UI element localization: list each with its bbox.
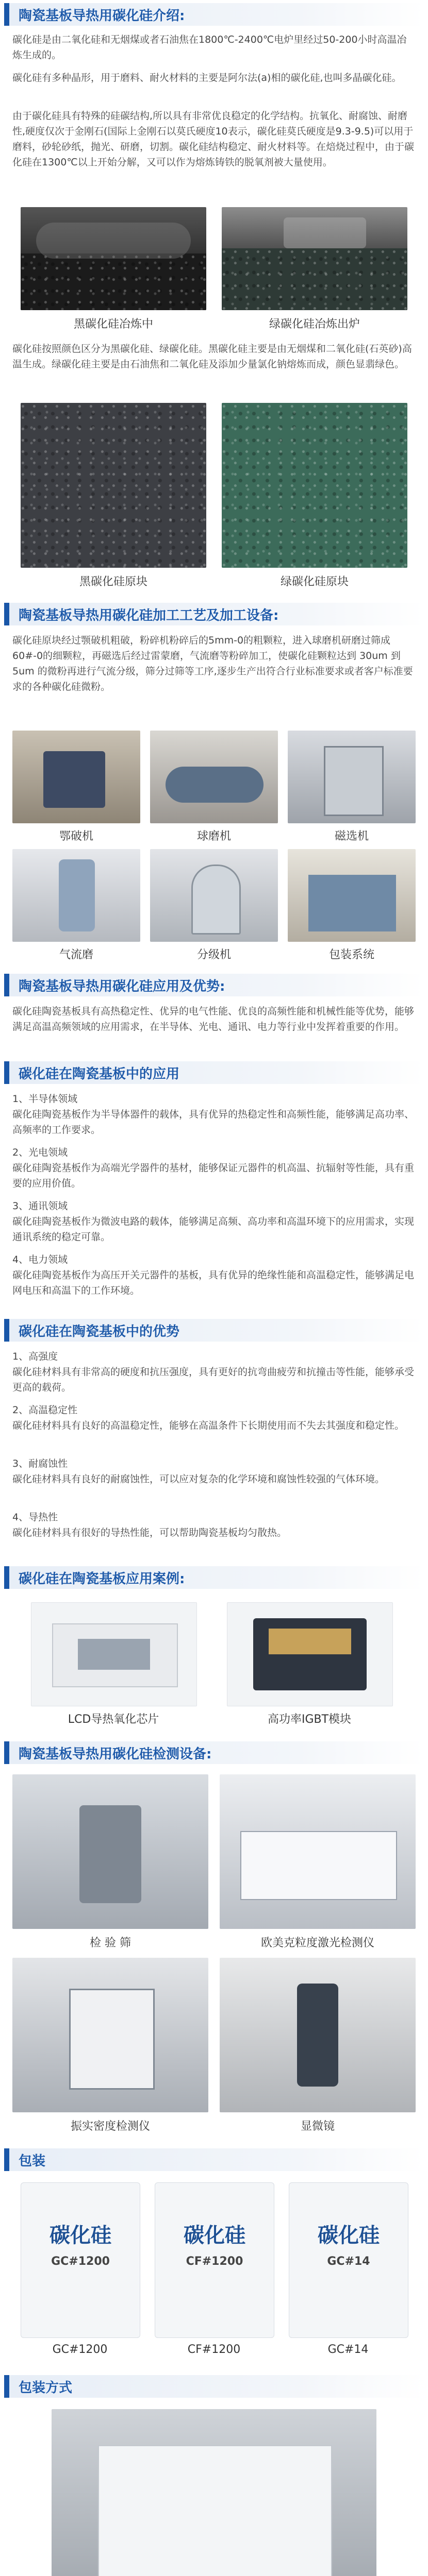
use-4-heading: 4、电力领域 [12, 1254, 68, 1265]
test-sieve-photo [12, 1774, 208, 1929]
section-header-intro [4, 3, 424, 26]
black-sic-lump-photo [21, 403, 206, 568]
caption-igbt-module: 高功率IGBT模块 [267, 1713, 352, 1726]
caption-bag-3: GC#14 [327, 2343, 369, 2356]
green-sic-smelting-photo [222, 207, 407, 310]
caption-green-smelting: 绿碳化硅冶炼出炉 [269, 318, 360, 331]
green-sic-lump-photo [222, 403, 407, 568]
advantage-4-heading: 4、导热性 [12, 1512, 58, 1523]
packaging-bag-1 [21, 2182, 140, 2338]
application-paragraph: 碳化硅陶瓷基板具有高热稳定性、优异的电气性能、优良的高频性能和机械性能等优势，能够满足高温高频领域的应用需求，在半导体、光电、通讯、电力等行业中发挥着重要的作用。 [12, 1006, 415, 1032]
caption-black-lump: 黑碳化硅原块 [79, 575, 147, 588]
bag-spec: GC#1200 [51, 2255, 110, 2268]
section-title: 包装方式 [19, 2380, 73, 2396]
ball-mill-photo [150, 731, 278, 823]
bag-spec: CF#1200 [186, 2255, 243, 2268]
tap-density-tester-photo [12, 1958, 208, 2112]
bag-spec: GC#14 [327, 2255, 370, 2268]
use-2-text: 碳化硅陶瓷基板作为高端光学器件的基材，能够保证元器件的机高温、抗辐射等性能，具有重要的应用价值。 [12, 1162, 415, 1189]
bag-brand: 碳化硅 [318, 2224, 380, 2247]
section-title: 陶瓷基板导热用碳化硅加工工艺及加工设备: [19, 607, 279, 623]
use-2-heading: 2、光电领域 [12, 1147, 68, 1158]
advantage-2-heading: 2、高温稳定性 [12, 1404, 78, 1416]
intro-paragraph-4: 碳化硅按照颜色区分为黑碳化硅、绿碳化硅。黑碳化硅主要是由无烟煤和二氧化硅(石英砂)高温生成。绿碳化硅主要是由石油焦和二氧化硅及添加少量氯化钠熔炼而成，颜色显翡绿色。 [12, 343, 412, 370]
section-header-cases [4, 1566, 424, 1589]
section-title: 陶瓷基板导热用碳化硅介绍: [19, 8, 185, 24]
jet-mill-photo [12, 849, 140, 942]
use-1-heading: 1、半导体领域 [12, 1093, 78, 1105]
caption-lcd-chip: LCD导热氧化芯片 [68, 1713, 159, 1726]
section-header-packaging [4, 2148, 424, 2171]
use-1-text: 碳化硅陶瓷基板作为半导体器件的载体，具有优异的热稳定性和高频性能，能够满足高功率、高频率的工作要求。 [12, 1109, 415, 1136]
caption-jet-mill: 气流磨 [59, 948, 93, 961]
microscope-photo [220, 1958, 416, 2112]
laser-particle-analyzer-photo [220, 1774, 416, 1929]
section-header-advantages [4, 1319, 424, 1342]
caption-magnetic-separator: 磁选机 [334, 830, 369, 843]
section-header-process [4, 603, 424, 625]
magnetic-separator-photo [288, 731, 416, 823]
jaw-crusher-photo [12, 731, 140, 823]
caption-jaw-crusher: 鄂破机 [59, 830, 93, 843]
intro-paragraph-2: 碳化硅有多种晶形，用于磨料、耐火材料的主要是阿尔法(a)相的碳化硅,也叫多晶碳化硅。 [12, 72, 402, 83]
process-paragraph: 碳化硅原块经过颚破机粗破，粉碎机粉碎后的5mm-0的粗颗粒，进入球磨机研磨过筛成 60#-0的细颗粒，再磁选后经过雷蒙磨，气流磨等粉碎加工，使碳化硅颗粒达到 30um 到 5um 的微粉再进行气流分级，筛分过筛等工序,逐步生产出符合行业标准要求或者客户标准要求的各种碳化硅微粉。 [12, 635, 413, 692]
section-header-testing [4, 1741, 424, 1764]
section-header-application [4, 974, 424, 996]
section-title: 碳化硅在陶瓷基板应用案例: [19, 1571, 185, 1587]
black-sic-smelting-photo [21, 207, 206, 310]
caption-tap-density-tester: 振实密度检测仪 [70, 2120, 150, 2133]
caption-classifier: 分级机 [196, 948, 231, 961]
packing-system-photo [288, 849, 416, 942]
advantage-3-heading: 3、耐腐蚀性 [12, 1458, 68, 1469]
use-4-text: 碳化硅陶瓷基板作为高压开关元器件的基板，具有优异的绝缘性能和高温稳定性，能够满足电网电压和高温下的工作环境。 [12, 1269, 415, 1296]
lcd-chip-photo [31, 1602, 197, 1706]
caption-test-sieve: 检 验 筛 [90, 1937, 131, 1950]
section-title: 碳化硅在陶瓷基板中的优势 [19, 1324, 180, 1340]
section-title: 碳化硅在陶瓷基板中的应用 [19, 1066, 180, 1082]
advantage-4-text: 碳化硅材料具有很好的导热性能，可以帮助陶瓷基板均匀散热。 [12, 1527, 287, 1538]
advantage-3-text: 碳化硅材料具有良好的耐腐蚀性，可以应对复杂的化学环境和腐蚀性较强的气体环境。 [12, 1473, 385, 1485]
classifier-photo [150, 849, 278, 942]
caption-bag-2: CF#1200 [187, 2343, 241, 2356]
section-header-uses [4, 1061, 424, 1084]
advantage-2-text: 碳化硅材料具有良好的高温稳定性，能够在高温条件下长期使用而不失去其强度和稳定性。 [12, 1420, 405, 1431]
use-3-heading: 3、通讯领域 [12, 1200, 68, 1212]
advantage-1-text: 碳化硅材料具有非常高的硬度和抗压强度，具有更好的抗弯曲疲劳和抗撞击等性能，能够承受更高的载荷。 [12, 1366, 415, 1393]
packaging-bag-3 [289, 2182, 408, 2338]
section-title: 陶瓷基板导热用碳化硅应用及优势: [19, 978, 225, 994]
packaging-bag-2 [155, 2182, 274, 2338]
section-title: 陶瓷基板导热用碳化硅检测设备: [19, 1746, 212, 1762]
section-title: 包装 [19, 2153, 46, 2169]
use-3-text: 碳化硅陶瓷基板作为微波电路的载体，能够满足高频、高功率和高温环境下的应用需求，实现通讯系统的稳定可靠。 [12, 1216, 415, 1243]
caption-bag-1: GC#1200 [52, 2343, 108, 2356]
intro-paragraph-1: 碳化硅是由二氧化硅和无烟煤或者石油焦在1800℃-2400℃电炉里经过50-200小时高温冶炼生成的。 [12, 34, 407, 61]
intro-paragraph-3: 由于碳化硅具有特殊的硅碳结构,所以具有非常优良稳定的化学结构。抗氧化、耐腐蚀、耐磨性,硬度仅次于金刚石(国际上金刚石以莫氏硬度10表示，碳化硅莫氏硬度是9.3-9.5)可以用于磨料，砂轮砂纸，抛光、研磨，切割。碳化硅结构稳定、耐火材料等。在焙烧过程中，由于碳化硅在1300℃以上开始分解，又可以作为熔炼铸铁的脱氧剂被大量使用。 [12, 110, 415, 168]
bag-brand: 碳化硅 [184, 2224, 245, 2247]
caption-microscope: 显微镜 [300, 2120, 335, 2133]
igbt-module-photo [227, 1602, 393, 1706]
caption-packing-system: 包装系统 [328, 948, 374, 961]
caption-green-lump: 绿碳化硅原块 [280, 575, 349, 588]
caption-laser-analyzer: 欧美克粒度激光检测仪 [260, 1937, 374, 1950]
advantage-1-heading: 1、高强度 [12, 1351, 58, 1362]
caption-ball-mill: 球磨机 [196, 830, 231, 843]
pallet-packing-photo [52, 2409, 376, 2576]
caption-black-smelting: 黑碳化硅冶炼中 [73, 318, 153, 331]
bag-brand: 碳化硅 [50, 2224, 111, 2247]
section-header-packing-method [4, 2375, 424, 2398]
